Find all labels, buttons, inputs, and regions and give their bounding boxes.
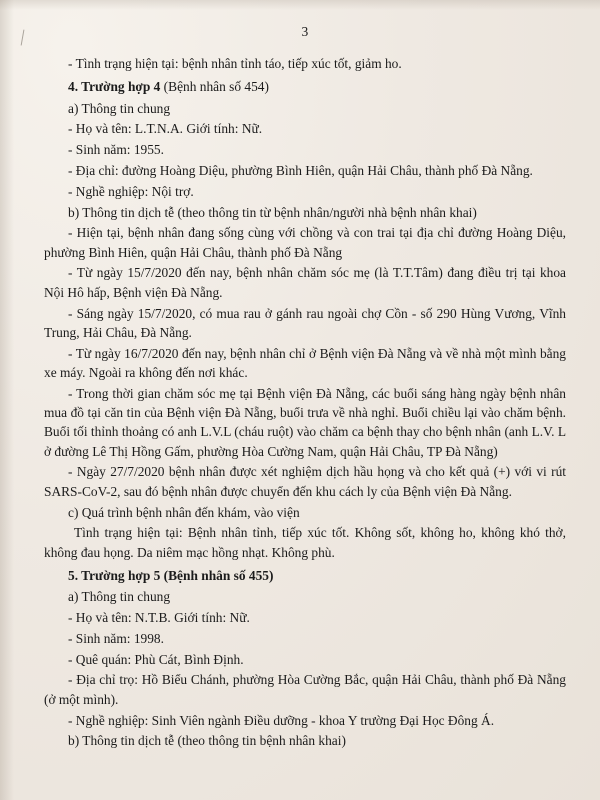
body-paragraph: - Nghề nghiệp: Sinh Viên ngành Điều dưỡng - khoa Y trường Đại Học Đông Á.: [68, 712, 495, 728]
section-heading: [44, 77, 566, 96]
body-paragraph: Tình trạng hiện tại: Bệnh nhân tỉnh, tiếp xúc tốt. Không sốt, không ho, không khó thở, không đau họng. Da niêm mạc hồng nhạt. Không phù.: [44, 525, 566, 560]
body-paragraph: - Sinh năm: 1998.: [68, 630, 164, 646]
body-paragraph: - Trong thời gian chăm sóc mẹ tại Bệnh viện Đà Nẵng, các buổi sáng hàng ngày bệnh nhân mua đồ tại căn tin của Bệnh viện Đà Nẵng, buổi trưa về nhà nghỉ. Buổi chiều lại vào chăm bệnh. Buổi tối thỉnh thoảng có anh L.V.L (cháu ruột) vào chăm ca bệnh thay cho bệnh nhân (anh L.V. L ở đường Lê Thị Hồng Gấm, phường Hòa Cường Nam, quận Hải Châu, TP Đà Nẵng): [44, 385, 566, 459]
body-paragraph: - Sinh năm: 1955.: [68, 142, 164, 158]
body-paragraph: b) Thông tin dịch tễ (theo thông tin từ bệnh nhân/người nhà bệnh nhân khai): [68, 204, 477, 220]
heading-label: 5. Trường hợp 5 (Bệnh nhân số 455): [68, 567, 274, 583]
body-paragraph: b) Thông tin dịch tễ (theo thông tin bệnh nhân khai): [68, 733, 346, 749]
body-paragraph: - Hiện tại, bệnh nhân đang sống cùng với chồng và con trai tại địa chỉ đường Hoàng Diệu, phường Bình Hiên, quận Hải Châu, thành phố Đà Nẵng: [44, 225, 566, 260]
body-paragraph: - Quê quán: Phù Cát, Bình Định.: [68, 651, 244, 667]
body-paragraph: - Họ và tên: L.T.N.A. Giới tính: Nữ.: [68, 121, 263, 137]
body-paragraph: - Địa chỉ: đường Hoàng Diệu, phường Bình Hiên, quận Hải Châu, thành phố Đà Nẵng.: [68, 162, 533, 178]
body-paragraph: c) Quá trình bệnh nhân đến khám, vào viện: [68, 504, 300, 520]
document-body: [44, 54, 566, 751]
scan-shadow-left: [0, 0, 14, 800]
body-paragraph: a) Thông tin chung: [68, 100, 171, 116]
body-paragraph: - Nghề nghiệp: Nội trợ.: [68, 183, 194, 199]
heading-label: 4. Trường hợp 4: [68, 79, 161, 95]
body-paragraph: a) Thông tin chung: [68, 589, 171, 605]
body-paragraph: - Địa chỉ trọ: Hồ Biểu Chánh, phường Hòa Cường Bắc, quận Hải Châu, thành phố Đà Nẵng (ở một mình).: [44, 672, 566, 707]
heading-suffix: (Bệnh nhân số 454): [160, 79, 269, 95]
body-paragraph: - Sáng ngày 15/7/2020, có mua rau ở gánh rau ngoài chợ Cồn - số 290 Hùng Vương, Vĩnh Trung, Hải Châu, Đà Nẵng.: [44, 305, 566, 340]
page-number: 3: [301, 24, 309, 39]
body-paragraph: - Từ ngày 15/7/2020 đến nay, bệnh nhân chăm sóc mẹ (là T.T.Tâm) đang điều trị tại khoa Nội Hô hấp, Bệnh viện Đà Nẵng.: [44, 265, 566, 300]
body-paragraph: - Tình trạng hiện tại: bệnh nhân tỉnh táo, tiếp xúc tốt, giảm ho.: [68, 56, 402, 71]
scan-artifact-mark: [21, 30, 30, 47]
scan-shadow-top: [0, 0, 600, 10]
section-heading: [44, 566, 566, 585]
body-paragraph: - Từ ngày 16/7/2020 đến nay, bệnh nhân chỉ ở Bệnh viện Đà Nẵng và về nhà một mình bằng xe máy. Ngoài ra không đến nơi khác.: [44, 345, 566, 380]
body-paragraph: - Ngày 27/7/2020 bệnh nhân được xét nghiệm dịch hầu họng và cho kết quả (+) với vi rút SARS-CoV-2, sau đó bệnh nhân được chuyển đến khu cách ly của Bệnh viện Đà Nẵng.: [44, 464, 566, 499]
body-paragraph: - Họ và tên: N.T.B. Giới tính: Nữ.: [68, 610, 250, 626]
